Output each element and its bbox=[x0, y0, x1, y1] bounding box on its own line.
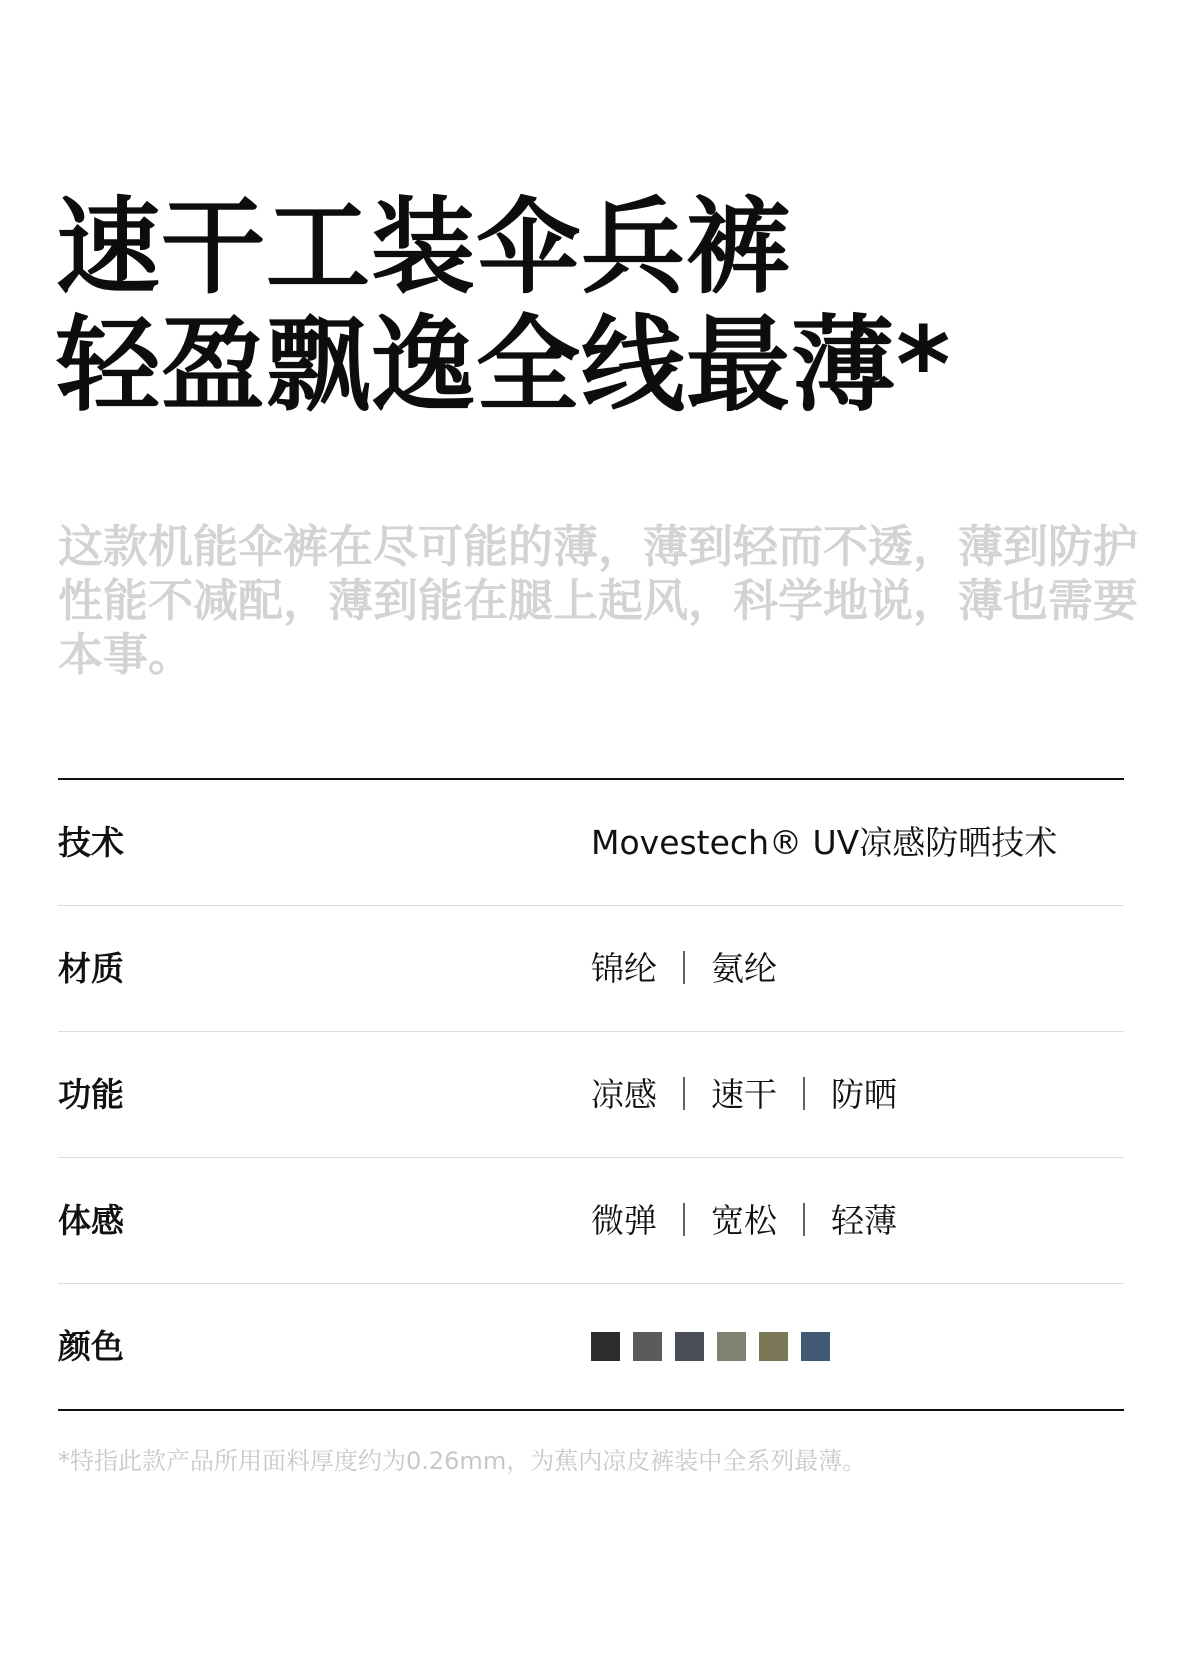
headline-line-2: 轻盈飘逸全线最薄* bbox=[56, 304, 952, 426]
spec-row-tech bbox=[58, 780, 1124, 906]
spec-row-material bbox=[58, 906, 1124, 1032]
spec-label-color: 颜色 bbox=[58, 1327, 124, 1366]
footnote: *特指此款产品所用面料厚度约为0.26mm，为蕉内凉皮裤装中全系列最薄。 bbox=[58, 1447, 867, 1475]
intro-paragraph: 这款机能伞裤在尽可能的薄，薄到轻而不透，薄到防护性能不减配，薄到能在腿上起风，科学地说，薄也需要本事。 bbox=[58, 520, 1139, 681]
headline bbox=[56, 188, 1136, 424]
color-swatch[interactable] bbox=[717, 1332, 746, 1361]
spec-label-material: 材质 bbox=[58, 949, 124, 988]
color-swatch[interactable] bbox=[591, 1332, 620, 1361]
color-swatches bbox=[591, 1332, 830, 1361]
spec-value-material: 锦纶 ｜ 氨纶 bbox=[591, 949, 777, 988]
spec-value-tech: Movestech® UV凉感防晒技术 bbox=[591, 823, 1058, 862]
spec-value-function: 凉感 ｜ 速干 ｜ 防晒 bbox=[591, 1075, 897, 1114]
spec-label-feel: 体感 bbox=[58, 1201, 124, 1240]
spec-table bbox=[58, 778, 1124, 1411]
color-swatch[interactable] bbox=[633, 1332, 662, 1361]
spec-label-function: 功能 bbox=[58, 1075, 124, 1114]
spec-value-feel: 微弹 ｜ 宽松 ｜ 轻薄 bbox=[591, 1201, 897, 1240]
spec-label-tech: 技术 bbox=[58, 823, 124, 862]
color-swatch[interactable] bbox=[759, 1332, 788, 1361]
headline-line-1: 速干工装伞兵裤 bbox=[56, 186, 792, 308]
spec-row-function bbox=[58, 1032, 1124, 1158]
spec-row-feel bbox=[58, 1158, 1124, 1284]
color-swatch[interactable] bbox=[801, 1332, 830, 1361]
spec-row-color bbox=[58, 1284, 1124, 1409]
color-swatch[interactable] bbox=[675, 1332, 704, 1361]
